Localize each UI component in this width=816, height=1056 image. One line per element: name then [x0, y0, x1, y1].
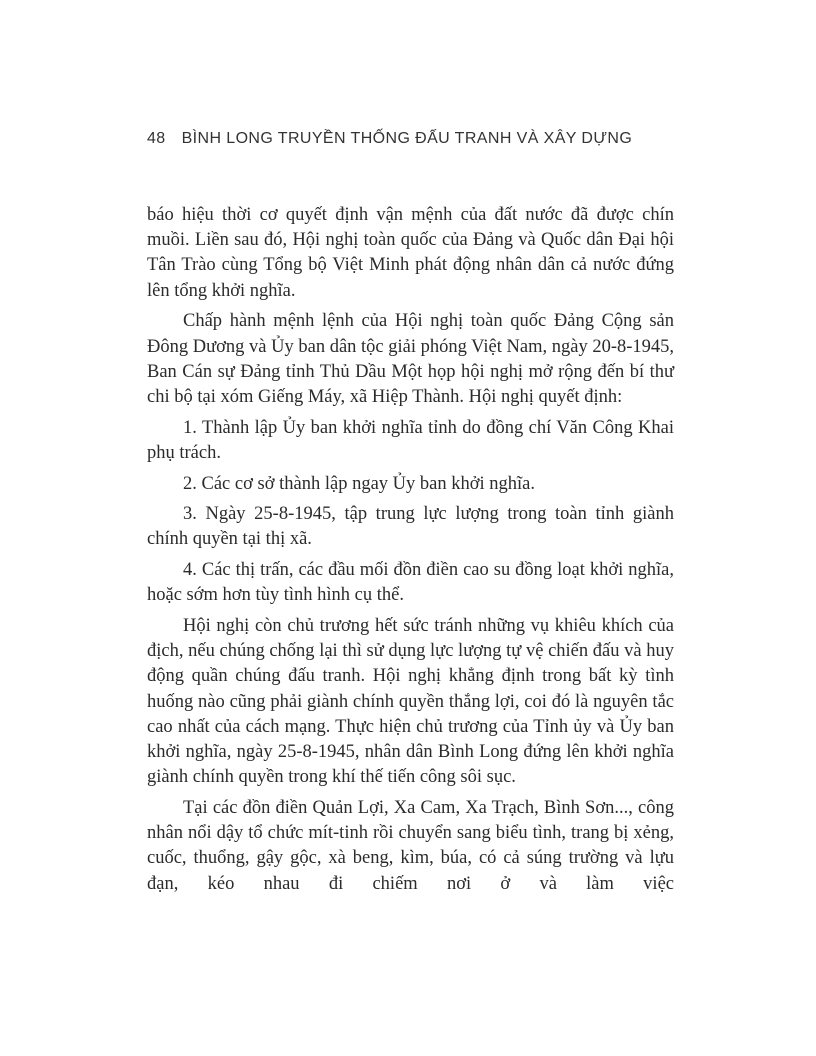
paragraph: Chấp hành mệnh lệnh của Hội nghị toàn quốc Đảng Cộng sản Đông Dương và Ủy ban dân tộc giải phóng Việt Nam, ngày 20-8-1945, Ban Cán sự Đảng tỉnh Thủ Dầu Một họp hội nghị mở rộng đến bí thư chi bộ tại xóm Giếng Máy, xã Hiệp Thành. Hội nghị quyết định: [147, 311, 675, 407]
body-text [147, 203, 674, 897]
list-item: 4. Các thị trấn, các đầu mối đồn điền cao su đồng loạt khởi nghĩa, hoặc sớm hơn tùy tình hình cụ thể. [147, 560, 674, 606]
paragraph: báo hiệu thời cơ quyết định vận mệnh của đất nước đã được chín muồi. Liền sau đó, Hội nghị toàn quốc của Đảng và Quốc dân Đại hội Tân Trào cùng Tổng bộ Việt Minh phát động nhân dân cả nước đứng lên tổng khởi nghĩa. [147, 205, 674, 301]
running-header [147, 130, 687, 148]
page-number: 48 [147, 130, 166, 147]
book-title: BÌNH LONG TRUYỀN THỐNG ĐẤU TRANH VÀ XÂY DỰNG [181, 130, 633, 147]
list-item: 3. Ngày 25-8-1945, tập trung lực lượng trong toàn tỉnh giành chính quyền tại thị xã. [147, 504, 674, 550]
paragraph: Hội nghị còn chủ trương hết sức tránh những vụ khiêu khích của địch, nếu chúng chống lại thì sử dụng lực lượng tự vệ chiến đấu và huy động quần chúng đấu tranh. Hội nghị khẳng định trong bất kỳ tình huống nào cũng phải giành chính quyền thắng lợi, coi đó là nguyên tắc cao nhất của cách mạng. Thực hiện chủ trương của Tỉnh ủy và Ủy ban khởi nghĩa, ngày 25-8-1945, nhân dân Bình Long đứng lên khởi nghĩa giành chính quyền trong khí thế tiến công sôi sục. [147, 616, 674, 788]
paragraph: Tại các đồn điền Quản Lợi, Xa Cam, Xa Trạch, Bình Sơn..., công nhân nổi dậy tổ chức mít-tinh rồi chuyển sang biểu tình, trang bị xẻng, cuốc, thuổng, gậy gộc, xà beng, kìm, búa, có cả súng trường và lựu đạn, kéo nhau đi chiếm nơi ở và làm việc [147, 797, 674, 894]
list-item: 1. Thành lập Ủy ban khởi nghĩa tỉnh do đồng chí Văn Công Khai phụ trách. [147, 417, 674, 463]
list-item: 2. Các cơ sở thành lập ngay Ủy ban khởi nghĩa. [183, 473, 535, 494]
